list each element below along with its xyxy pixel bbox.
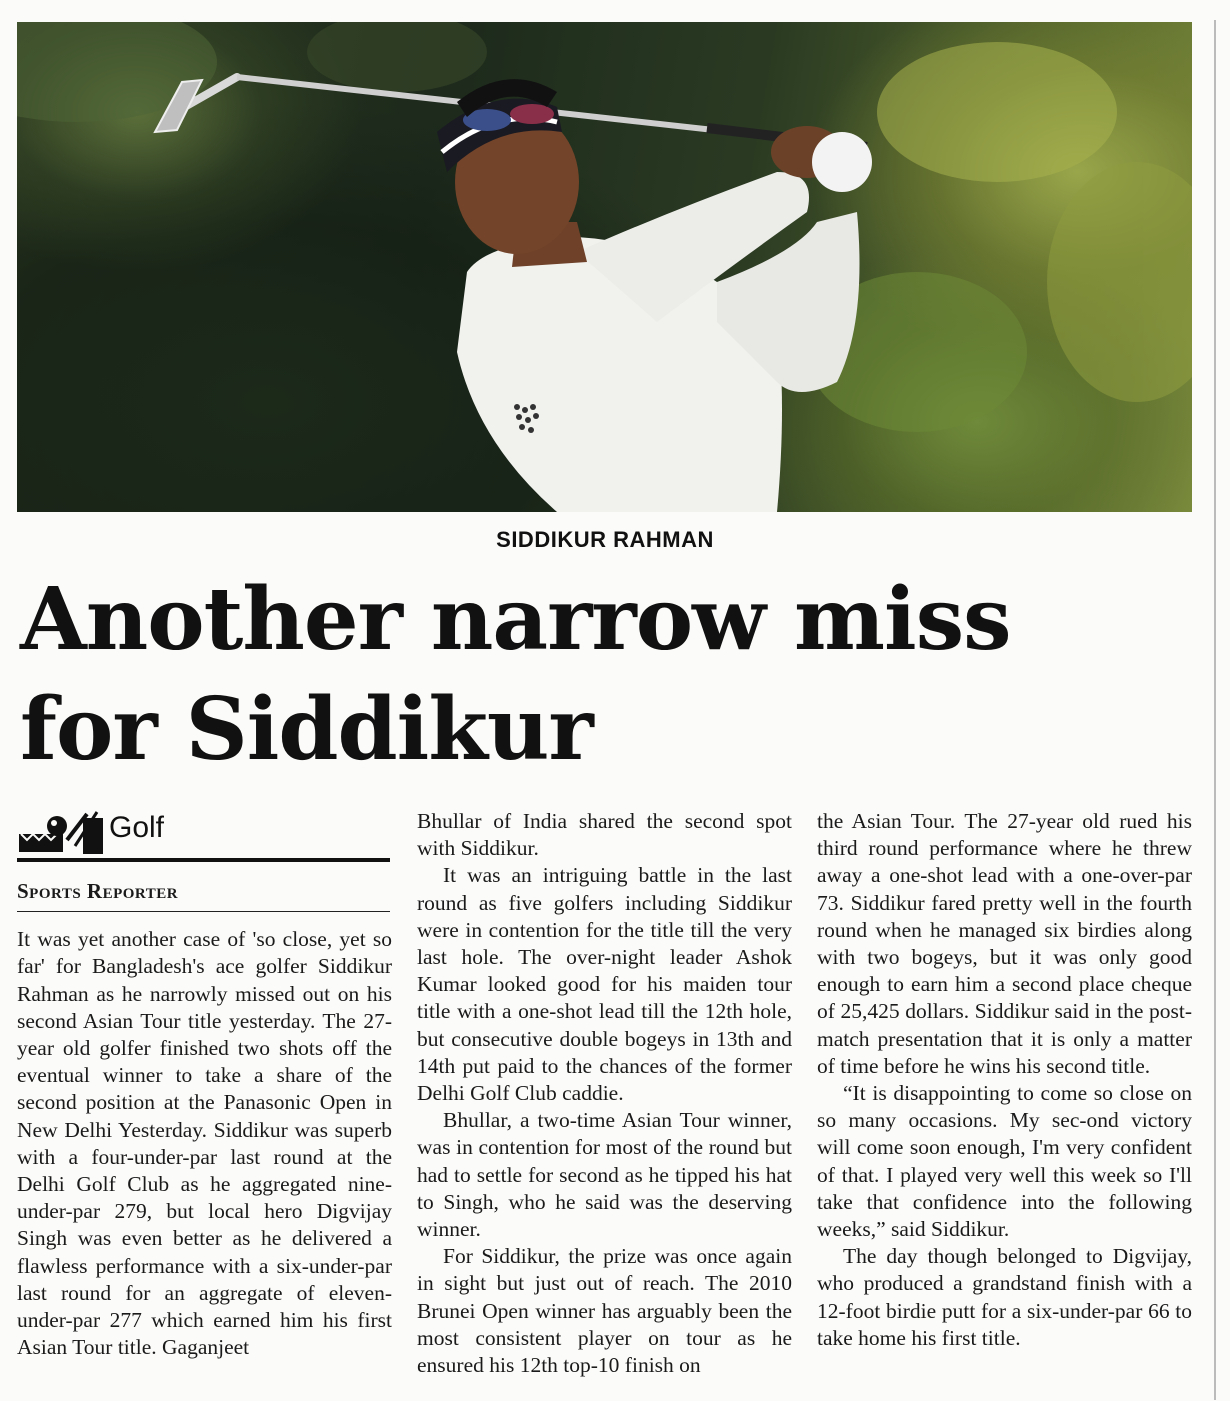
section-label: Golf [109, 811, 165, 844]
paragraph: “It is disappointing to come so close on so many occasions. My sec-ond victory will come soon enough, I'm very confident of that. I played very well this week so I'll take that confidence into the following weeks,” said Siddikur. [817, 1081, 1192, 1242]
paragraph: Bhullar, a two-time Asian Tour winner, was in contention for most of the round but had to settle for second as he tipped his hat to Singh, who he said was the deserving winner. [417, 1108, 792, 1242]
section-header [17, 808, 390, 862]
column-1-body [17, 926, 392, 1361]
photo-caption: SIDDIKUR RAHMAN [496, 527, 714, 552]
article-column-3 [817, 808, 1192, 1352]
golf-bag-icon [17, 810, 103, 854]
paragraph: It was an intriguing battle in the last round as five golfers including Siddikur were in contention for the title till the very last hole. The over-night leader Ashok Kumar looked good for his maiden tour title with a one-shot lead till the 12th hole, but consecutive double bogeys in 13th and 14th put paid to the chances of the former Delhi Golf Club caddie. [417, 863, 792, 1106]
headline-line-1: Another narrow miss [20, 569, 1011, 670]
page-edge-rule [1214, 20, 1216, 1400]
golfer-illustration [17, 22, 1192, 512]
paragraph: It was yet another case of 'so close, yet so far' for Bangladesh's ace golfer Siddikur Rahman as he narrowly missed out on his second Asian Tour title yesterday. The 27-year old golfer finished two shots off the eventual winner to take a share of the second position at the Panasonic Open in New Delhi Yesterday. Siddikur was superb with a four-under-par last round at the Delhi Golf Club as he aggregated nine-under-par 279, but local hero Digvijay Singh was even better as he delivered a flawless performance with a six-under-par last round for an aggregate of eleven-under-par 277 which earned him his first Asian Tour title. Gaganjeet [17, 927, 392, 1360]
byline: Sports Reporter [17, 878, 390, 912]
golfer-photo [17, 22, 1192, 512]
paragraph: For Siddikur, the prize was once again in sight but just out of reach. The 2010 Brunei Open winner has arguably been the most consistent player on tour as he ensured his 12th top-10 finish on [417, 1244, 792, 1378]
paragraph: Bhullar of India shared the second spot with Siddikur. [417, 809, 792, 861]
article-column-2 [417, 808, 792, 1379]
article-column-1 [17, 808, 392, 1361]
headline-line-2: for Siddikur [20, 679, 593, 780]
paragraph: the Asian Tour. The 27-year old rued his third round performance where he threw away a one-shot lead with a one-over-par 73. Siddikur fared pretty well in the fourth round when he managed six birdies along with two bogeys, but it was only good enough to earn him a second place cheque of 25,425 dollars. Siddikur said in the post-match presentation that it is only a matter of time before he wins his second title. [817, 809, 1192, 1078]
paragraph: The day though belonged to Digvijay, who produced a grandstand finish with a 12-foot birdie putt for a six-under-par 66 to take home his first title. [817, 1244, 1192, 1350]
headline [20, 565, 1210, 785]
